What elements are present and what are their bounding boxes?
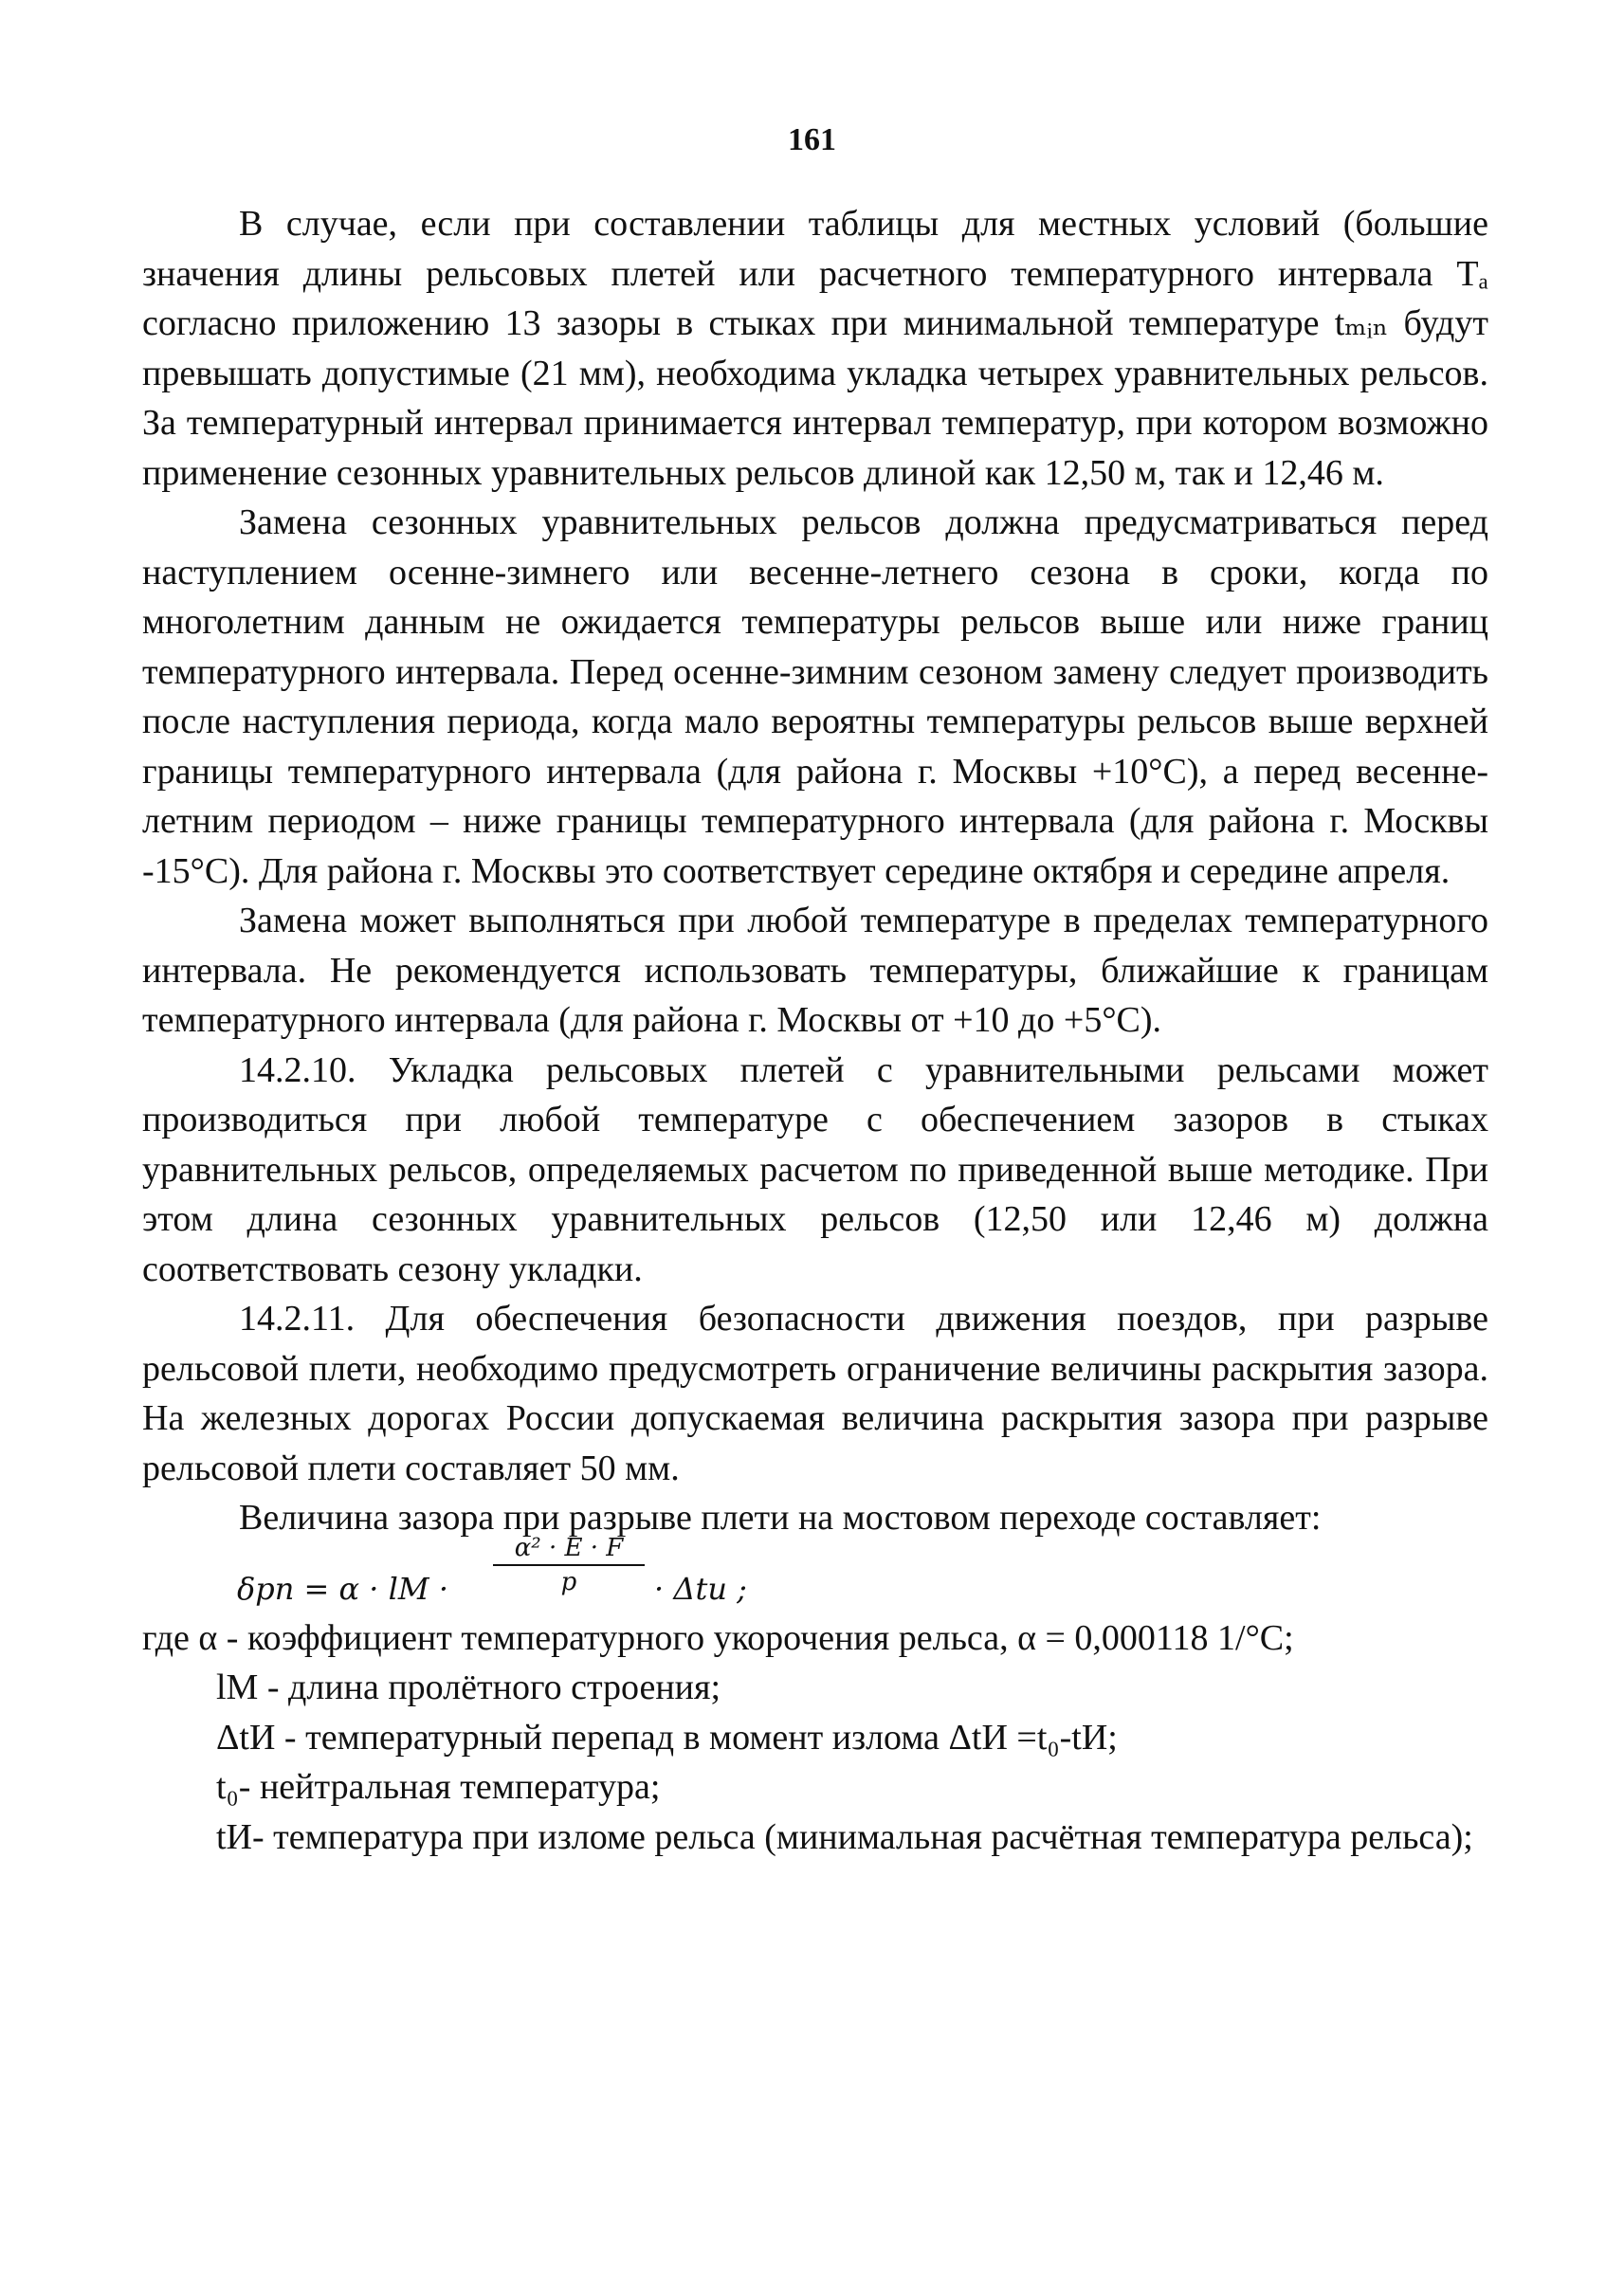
definition-alpha: где α - коэффициент температурного укорочения рельса, α = 0,000118 1/°C; — [142, 1617, 1294, 1658]
definition-neutral-temperature: t₀- нейтральная температура; — [216, 1767, 661, 1807]
definition-break-temperature: tИ- температура при изломе рельса (минимальная расчётная температура рельса); — [216, 1816, 1473, 1857]
paragraph-14-2-10: 14.2.10. Укладка рельсовых плетей с уравнительными рельсами может производиться при любой температуре с обеспечением зазоров в стыках уравнительных рельсов, определяемых расчетом по приведенной выше методике. При этом длина сезонных уравнительных рельсов (12,50 или 12,46 м) должна соответствовать сезону укладки. — [142, 1049, 1488, 1289]
formula-rhs: · Δtи ; — [654, 1570, 747, 1607]
paragraph-gap-value: Величина зазора при разрыве плети на мостовом переходе составляет: — [239, 1498, 1322, 1538]
formula-lhs: δрп = α · lМ · — [237, 1570, 448, 1607]
paragraph-14-2-11: 14.2.11. Для обеспечения безопасности движения поездов, при разрыве рельсовой плети, необходимо предусмотреть ограничение величины раскрытия зазора. На железных дорогах России допускаемая величина раскрытия зазора при разрыве рельсовой плети составляет 50 мм. — [142, 1299, 1488, 1488]
body-text — [142, 199, 1488, 1862]
formula-definitions — [142, 1613, 1488, 1863]
gap-formula — [237, 1533, 1488, 1613]
paragraph-local-conditions: В случае, если при составлении таблицы для местных условий (большие значения длины рельсовых плетей или расчетного температурного интервала Tₐ согласно приложению 13 зазоры в стыках при минимальной температуре tₘᵢₙ будут превышать допустимые (21 мм), необходима укладка четырех уравнительных рельсов. За температурный интервал принимается интервал температур, при котором возможно применение сезонных уравнительных рельсов длиной как 12,50 м, так и 12,46 м. — [142, 204, 1488, 493]
formula-denominator: p — [560, 1567, 577, 1596]
paragraph-replacement-temperature: Замена может выполняться при любой температуре в пределах температурного интервала. Не рекомендуется использовать температуры, ближайшие к границам температурного интервала (для района г. Москвы от +10 до +5°C). — [142, 901, 1488, 1040]
paragraph-rail-replacement: Замена сезонных уравнительных рельсов должна предусматриваться перед наступлением осенне-зимнего или весенне-летнего сезона в сроки, когда по многолетним данным не ожидается температуры рельсов выше или ниже границ температурного интервала. Перед осенне-зимним сезоном замену следует производить после наступления периода, когда мало вероятны температуры рельсов выше верхней границы температурного интервала (для района г. Москвы +10°C), а перед весенне-летним периодом – ниже границы температурного интервала (для района г. Москвы -15°C). Для района г. Москвы это соответствует середине октября и середине апреля. — [142, 502, 1488, 891]
formula-numerator: α² · E · F — [514, 1533, 624, 1562]
fraction-bar — [493, 1564, 645, 1566]
definition-temperature-drop: ΔtИ - температурный перепад в момент излома ΔtИ =t₀-tИ; — [216, 1717, 1118, 1758]
definition-span-length: lМ - длина пролётного строения; — [216, 1667, 721, 1707]
page-number: 161 — [788, 122, 836, 157]
formula-fraction — [493, 1534, 645, 1596]
